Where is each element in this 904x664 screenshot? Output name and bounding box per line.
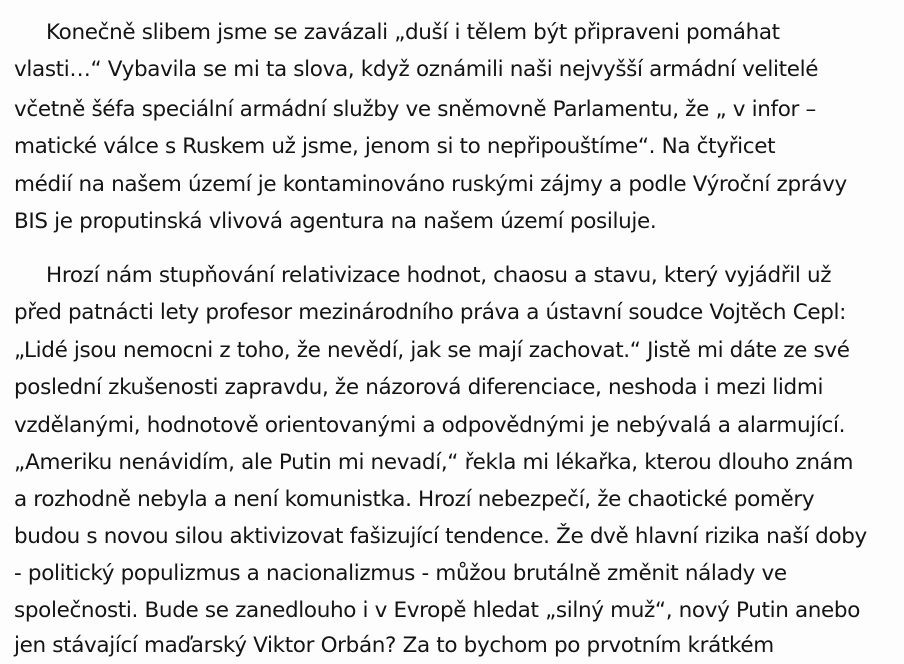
paragraph-2-line-1: Hrozí nám stupňování relativizace hodnot, chaosu a stavu, který vyjádřil už	[46, 263, 832, 288]
paragraph-2-line-8: budou s novou silou aktivizovat fašizující tendence. Že dvě hlavní rizika naší doby	[14, 524, 867, 549]
paragraph-1-line-2: vlasti…“ Vybavila se mi ta slova, když oznámili naši nejvyšší armádní velitelé	[14, 57, 819, 82]
paragraph-1-line-3: včetně šéfa speciální armádní služby ve sněmovně Parlamentu, že „ v infor –	[14, 97, 816, 122]
paragraph-2-line-4: poslední zkušenosti zapravdu, že názorová diferenciace, neshoda i mezi lidmi	[14, 375, 824, 400]
paragraph-2-line-5: vzdělanými, hodnotově orientovanými a odpovědnými je nebývalá a alarmující.	[14, 413, 846, 438]
paragraph-2-line-2: před patnácti lety profesor mezinárodního práva a ústavní soudce Vojtěch Cepl:	[14, 300, 847, 325]
paragraph-2-line-10: společnosti. Bude se zanedlouho i v Evropě hledat „silný muž“, nový Putin anebo	[14, 598, 861, 623]
paragraph-2-line-9: - politický populizmus a nacionalizmus - můžou brutálně změnit nálady ve	[14, 561, 787, 586]
paragraph-1-line-4: matické válce s Ruskem už jsme, jenom si to nepřipouštíme“. Na čtyřicet	[14, 134, 776, 159]
paragraph-2-line-3: „Lidé jsou nemocni z toho, že nevědí, jak se mají zachovat.“ Jistě mi dáte ze své	[14, 338, 850, 363]
paragraph-1-line-5: médií na našem území je kontaminováno ruskými zájmy a podle Výroční zprávy	[14, 172, 847, 197]
paragraph-2-line-11: jen stávající maďarský Viktor Orbán? Za to bychom po prvotním krátkém	[14, 633, 774, 658]
paragraph-1-line-6: BIS je proputinská vlivová agentura na našem území posiluje.	[14, 209, 657, 234]
paragraph-1-line-1: Konečně slibem jsme se zavázali „duší i tělem být připraveni pomáhat	[46, 20, 780, 45]
paragraph-2-line-6: „Ameriku nenávidím, ale Putin mi nevadí,“ řekla mi lékařka, kterou dlouho znám	[14, 450, 854, 475]
paragraph-2-line-7: a rozhodně nebyla a není komunistka. Hrozí nebezpečí, že chaotické poměry	[14, 487, 815, 512]
